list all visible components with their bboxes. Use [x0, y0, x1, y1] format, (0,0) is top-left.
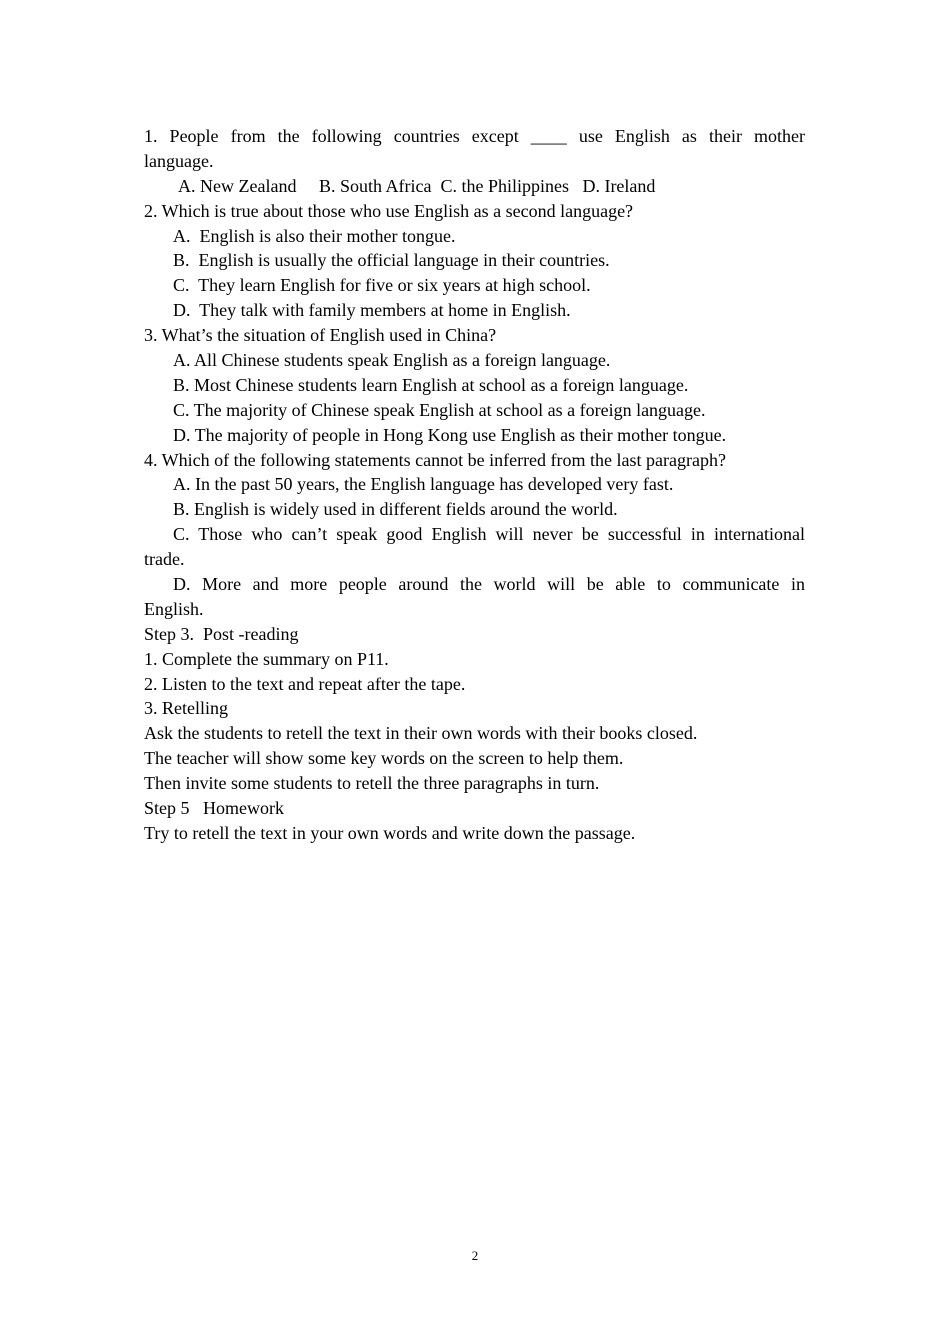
question-4-option-a: A. In the past 50 years, the English language has developed very fast.: [173, 474, 674, 495]
retelling-instruction-1: Ask the students to retell the text in their own words with their books closed.: [144, 723, 698, 744]
question-1-options: A. New Zealand B. South Africa C. the Philippines D. Ireland: [178, 175, 656, 196]
question-2-option-d: D. They talk with family members at home in English.: [173, 300, 571, 321]
page-number: 2: [471, 1248, 479, 1263]
question-2-option-b: B. English is usually the official language in their countries.: [173, 250, 610, 271]
question-1-text: 1. People from the following countries except ____ use English as their mother: [144, 126, 805, 146]
question-4-option-c-continued: trade.: [144, 549, 185, 570]
question-4-text: 4. Which of the following statements cannot be inferred from the last paragraph?: [144, 449, 726, 470]
question-4-option-d: D. More and more people around the world will be able to communicate in: [173, 574, 805, 595]
homework-text: Try to retell the text in your own words and write down the passage.: [144, 822, 636, 843]
question-3-option-d: D. The majority of people in Hong Kong use English as their mother tongue.: [173, 424, 727, 445]
question-4-option-d-continued: English.: [144, 598, 204, 619]
question-4-option-c: C. Those who can’t speak good English will never be successful in international: [173, 524, 805, 545]
retelling-instruction-3: Then invite some students to retell the three paragraphs in turn.: [144, 773, 600, 794]
question-1-text-continued: language.: [144, 150, 214, 171]
question-3-option-b: B. Most Chinese students learn English at school as a foreign language.: [173, 374, 689, 395]
question-3-text: 3. What’s the situation of English used in China?: [144, 325, 497, 346]
step-3-item-2: 2. Listen to the text and repeat after the tape.: [144, 673, 466, 694]
step-3-heading: Step 3. Post -reading: [144, 623, 299, 644]
question-2-option-a: A. English is also their mother tongue.: [173, 225, 456, 246]
question-2-text: 2. Which is true about those who use English as a second language?: [144, 200, 634, 221]
retelling-instruction-2: The teacher will show some key words on the screen to help them.: [144, 748, 624, 769]
question-3-option-c: C. The majority of Chinese speak English at school as a foreign language.: [173, 399, 706, 420]
step-3-item-1: 1. Complete the summary on P11.: [144, 648, 389, 669]
question-4-option-b: B. English is widely used in different fields around the world.: [173, 499, 618, 520]
question-2-option-c: C. They learn English for five or six years at high school.: [173, 275, 591, 296]
step-3-item-3: 3. Retelling: [144, 698, 228, 719]
step-5-heading: Step 5 Homework: [144, 798, 284, 819]
question-3-option-a: A. All Chinese students speak English as a foreign language.: [173, 350, 611, 371]
page-body: [144, 124, 805, 846]
